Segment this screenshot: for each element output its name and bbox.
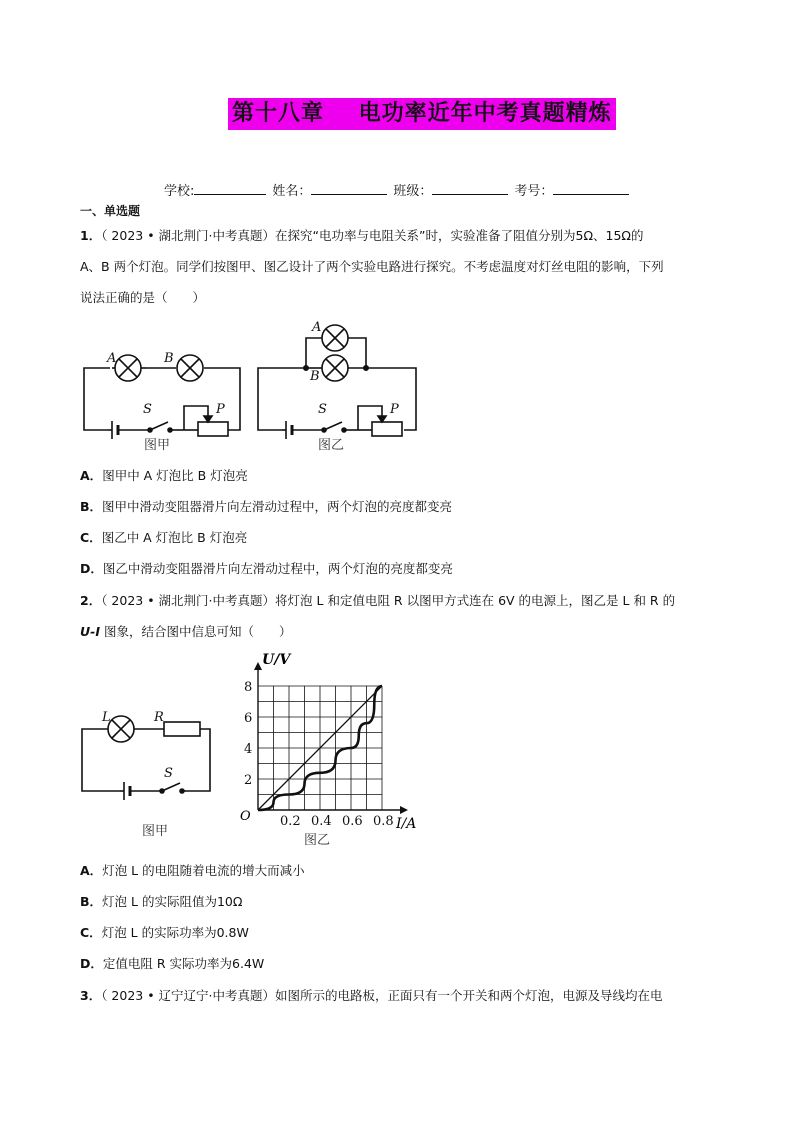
y-tick-label: 4 (244, 742, 253, 757)
name-field[interactable] (311, 181, 387, 195)
name-label: 姓名： (272, 184, 312, 199)
option-key: C． (80, 925, 102, 940)
option-text: 灯泡 L 的实际阻值为10Ω (102, 894, 243, 909)
label-s: S (143, 402, 152, 417)
label-l: L (102, 710, 111, 725)
option-key: A． (80, 863, 103, 878)
question-1-option-a[interactable] (80, 466, 248, 484)
figure-caption: 图甲 (142, 824, 169, 839)
option-text: 灯泡 L 的电阻随着电流的增大而减小 (102, 863, 305, 878)
question-2-circuit (76, 705, 216, 845)
question-number: 3． (80, 988, 102, 1003)
label-r: R (154, 710, 164, 725)
option-text: 图乙中 A 灯泡比 B 灯泡亮 (101, 530, 248, 545)
question-1-option-b[interactable] (80, 497, 452, 515)
option-text: 定值电阻 R 实际功率为6.4W (102, 956, 265, 971)
label-s: S (318, 402, 327, 417)
stem-text: 如图所示的电路板，正面只有一个开关和两个灯泡，电源及导线均在电 (275, 988, 663, 1003)
figure-caption: 图甲 (144, 438, 171, 453)
origin-label: O (240, 809, 251, 824)
x-tick-label: 0.2 (280, 814, 301, 829)
class-field[interactable] (432, 181, 508, 195)
x-axis-arrow (400, 806, 408, 814)
exam-no-field[interactable] (553, 181, 629, 195)
question-2-option-c[interactable] (80, 923, 249, 941)
page-title: 第十八章 电功率近年中考真题精炼 (228, 98, 616, 130)
circuit-yi (258, 325, 416, 439)
section-heading: 一、单选题 (80, 204, 141, 218)
figure-caption: 图乙 (318, 438, 345, 453)
stem-text: A、B 两个灯泡。同学们按图甲、图乙设计了两个实验电路进行探究。不考虑温度对灯丝电阻的影响，下列 (80, 259, 664, 274)
y-tick-label: 2 (244, 773, 253, 788)
option-key: B． (80, 499, 103, 514)
class-label: 班级： (393, 184, 433, 199)
label-s: S (164, 766, 173, 781)
question-1-circuit-figures (70, 316, 430, 456)
circuit-jia (84, 355, 240, 439)
school-label: 学校: (164, 184, 195, 199)
question-1-option-d[interactable] (80, 559, 453, 577)
option-text: 图甲中 A 灯泡比 B 灯泡亮 (102, 468, 248, 483)
stem-text: 将灯泡 L 和定值电阻 R 以图甲方式连在 6V 的电源上，图乙是 L 和 R 的 (275, 593, 676, 608)
question-number: 2． (80, 593, 102, 608)
school-field[interactable] (194, 181, 266, 195)
label-b: B (164, 351, 174, 366)
exam-no-label: 考号： (514, 184, 554, 199)
question-3-stem (80, 980, 720, 1011)
question-2-option-d[interactable] (80, 954, 264, 972)
option-text: 图甲中滑动变阻器滑片向左滑动过程中，两个灯泡的亮度都变亮 (102, 499, 453, 514)
question-number: 1． (80, 228, 102, 243)
x-tick-label: 0.4 (311, 814, 332, 829)
x-axis-label: I/A (396, 816, 417, 832)
label-a: A (312, 320, 322, 335)
label-p: P (390, 402, 399, 417)
option-key: C． (80, 530, 102, 545)
y-axis-arrow (254, 662, 262, 670)
question-source: （ 2023 • 湖北荆门·中考真题） (101, 228, 276, 243)
label-a: A (107, 351, 117, 366)
label-b: B (310, 369, 320, 384)
label-p: P (216, 402, 225, 417)
question-1-stem (80, 220, 720, 313)
option-key: A． (80, 468, 103, 483)
x-tick-label: 0.8 (373, 814, 394, 829)
question-source: （ 2023 • 湖北荆门·中考真题） (101, 593, 276, 608)
y-tick-label: 8 (244, 680, 253, 695)
chart-tick-labels (244, 680, 394, 829)
y-axis-label: U/V (262, 652, 291, 668)
student-info-row (164, 180, 635, 199)
stem-text: 在探究“电功率与电阻关系”时，实验准备了阻值分别为5Ω、15Ω的 (275, 228, 644, 243)
question-source: （ 2023 • 辽宁辽宁·中考真题） (101, 988, 276, 1003)
u-i-chart (232, 648, 432, 848)
x-tick-label: 0.6 (342, 814, 363, 829)
question-2-stem (80, 585, 720, 647)
option-key: D． (80, 956, 103, 971)
y-tick-label: 6 (244, 711, 253, 726)
figure-caption: 图乙 (304, 833, 331, 848)
option-key: B． (80, 894, 103, 909)
stem-text: U-I (80, 624, 100, 639)
stem-text: 图象，结合图中信息可知（ ） (100, 624, 292, 639)
stem-text: 说法正确的是（ ） (80, 290, 206, 305)
question-2-option-a[interactable] (80, 861, 305, 879)
question-1-option-c[interactable] (80, 528, 247, 546)
question-2-option-b[interactable] (80, 892, 242, 910)
option-key: D． (80, 561, 103, 576)
option-text: 灯泡 L 的实际功率为0.8W (101, 925, 249, 940)
option-text: 图乙中滑动变阻器滑片向左滑动过程中，两个灯泡的亮度都变亮 (102, 561, 453, 576)
